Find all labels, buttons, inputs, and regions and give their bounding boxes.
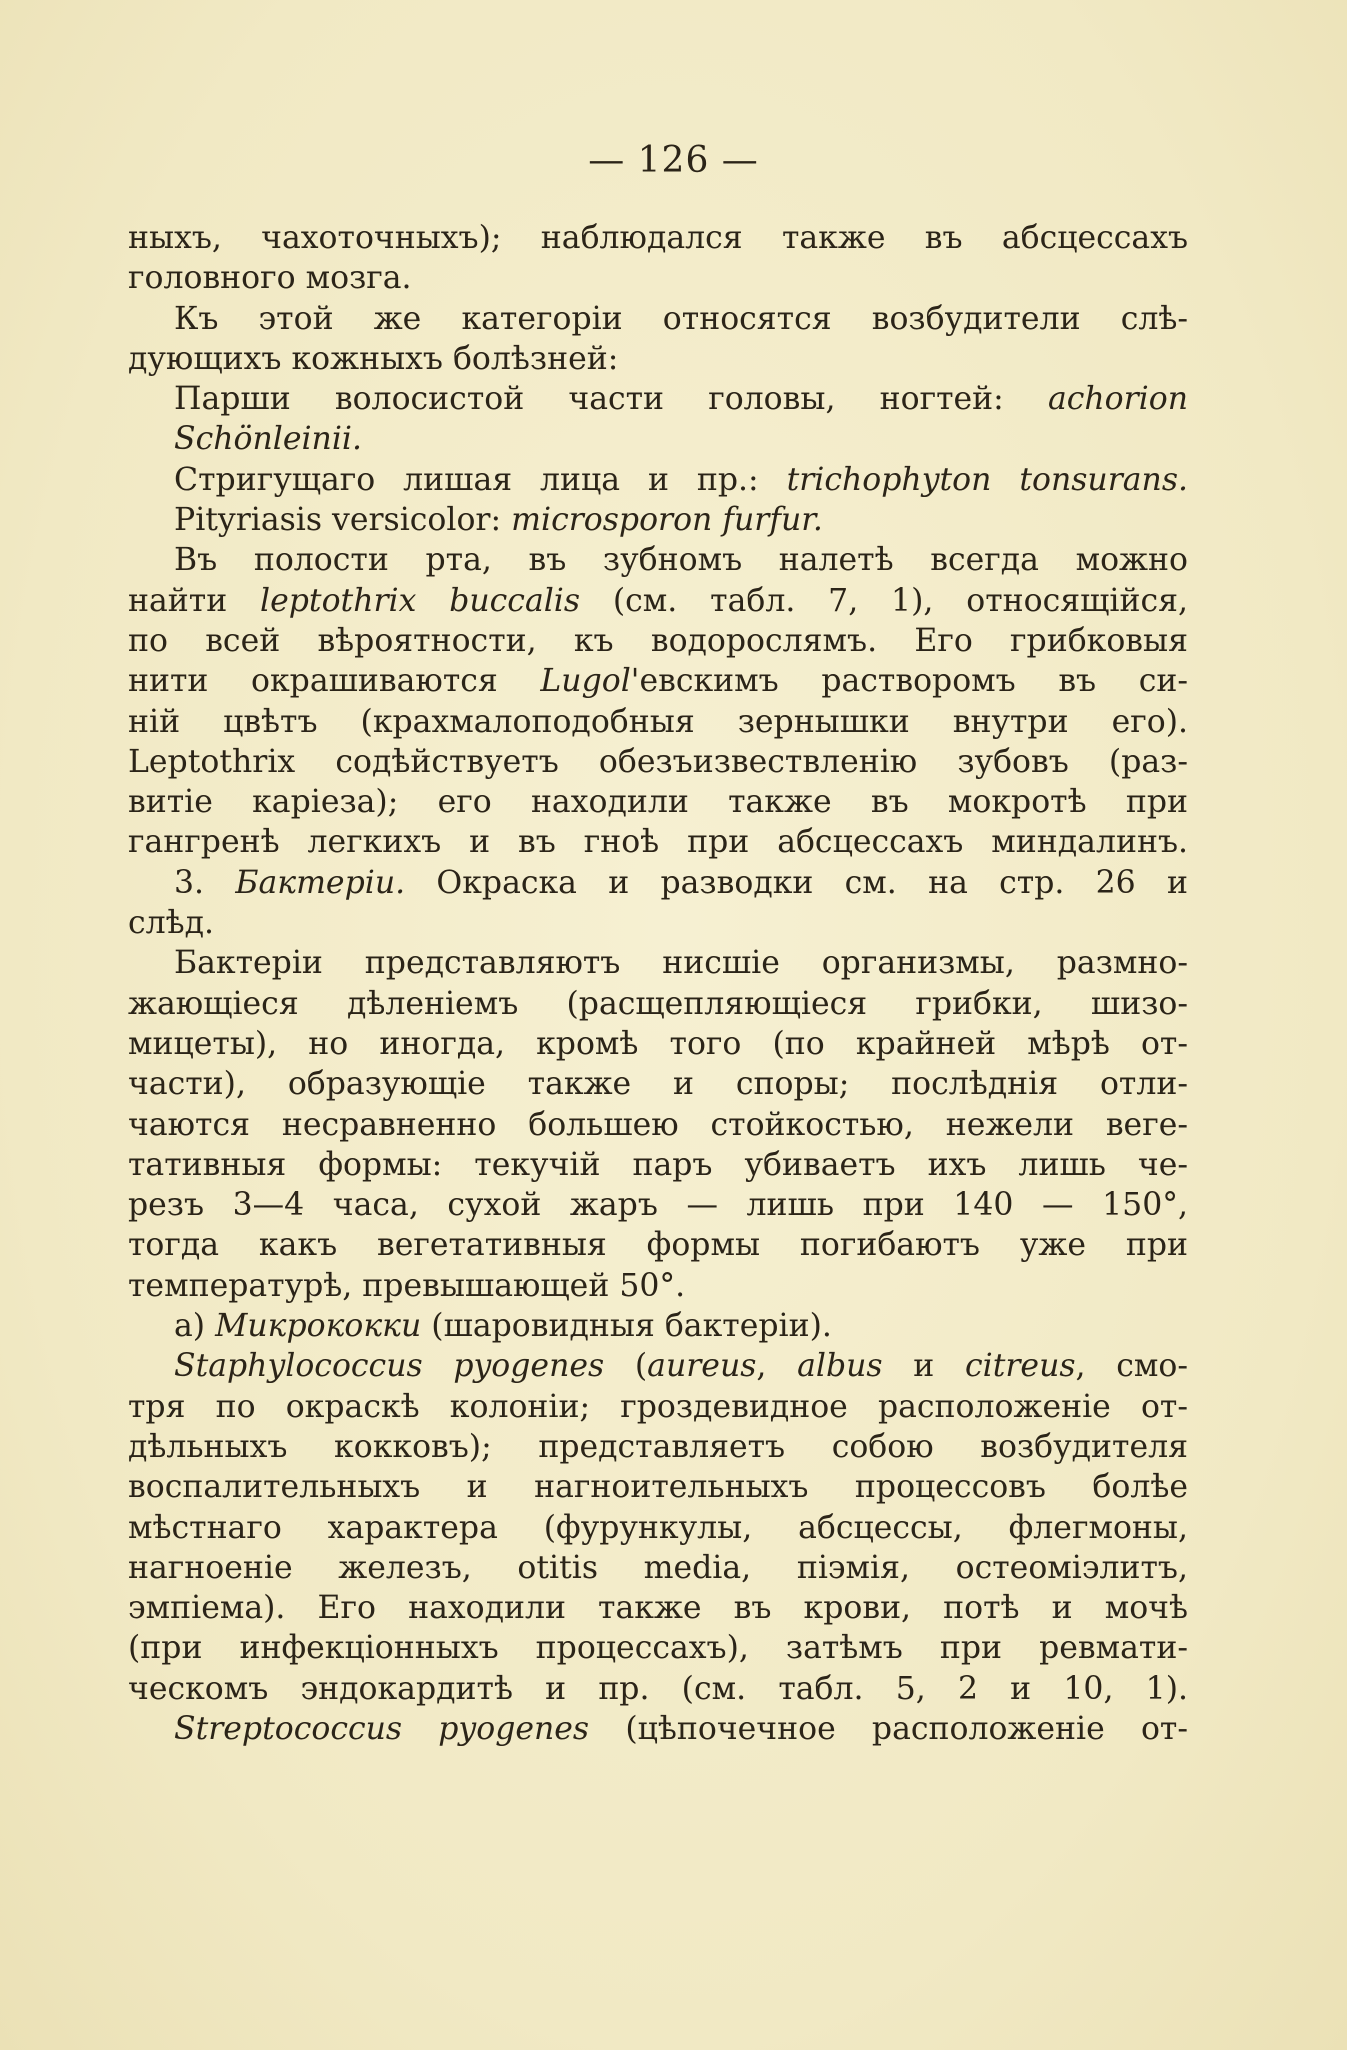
text-line: головного мозга. xyxy=(128,260,412,297)
text-line: резъ 3—4 часа, сухой жаръ — лишь при 140 — 150°, xyxy=(128,1187,1188,1224)
text-line: Въ полости рта, въ зубномъ налетѣ всегда можно xyxy=(174,542,1188,579)
text-line: Pityriasis versicolor: microsporon furfur. xyxy=(174,502,823,539)
text-line: дѣльныхъ кокковъ); представляетъ собою возбудителя xyxy=(128,1428,1188,1465)
text-line: Staphylococcus pyogenes (aureus, albus и citreus, смо- xyxy=(174,1348,1188,1385)
text-line: тативныя формы: текучій паръ убиваетъ ихъ лишь че- xyxy=(128,1146,1188,1183)
text-line: Бактеріи представляютъ нисшіе организмы, размно- xyxy=(174,945,1188,982)
text-line: жающіеся дѣленіемъ (расщепляющіеся грибки, шизо- xyxy=(128,985,1188,1022)
text-line: по всей вѣроятности, къ водорослямъ. Его грибковыя xyxy=(128,622,1188,659)
text-line: мѣстнаго характера (фурункулы, абсцессы, флегмоны, xyxy=(128,1509,1188,1546)
text-line: нагноеніе железъ, otitis media, піэмія, остеоміэлитъ, xyxy=(128,1549,1188,1586)
text-line: Къ этой же категоріи относятся возбудители слѣ- xyxy=(174,300,1188,337)
text-line: а) Микрококки (шаровидныя бактеріи). xyxy=(174,1308,832,1345)
text-line: витіе каріеза); его находили также въ мокротѣ при xyxy=(128,784,1188,821)
text-line: ній цвѣтъ (крахмалоподобныя зернышки внутри его). xyxy=(128,703,1188,740)
text-line: тогда какъ вегетативныя формы погибаютъ уже при xyxy=(128,1227,1188,1264)
text-line: температурѣ, превышающей 50°. xyxy=(128,1267,686,1304)
text-line: Streptococcus pyogenes (цѣпочечное расположеніе от- xyxy=(174,1710,1189,1747)
page-number: — 126 — xyxy=(588,140,759,181)
text-line: тря по окраскѣ колоніи; гроздевидное расположеніе от- xyxy=(128,1388,1188,1425)
text-line: нити окрашиваются Lugol'евскимъ растворомъ въ си- xyxy=(128,663,1188,700)
text-line: 3. Бактеріи. Окраска и разводки см. на стр. 26 и xyxy=(174,864,1188,901)
text-line: найти leptothrix buccalis (см. табл. 7, 1), относящійся, xyxy=(128,582,1188,619)
text-line: Парши волосистой части головы, ногтей: achorion xyxy=(174,381,1188,418)
text-line: воспалительныхъ и нагноительныхъ процессовъ болѣе xyxy=(128,1469,1188,1506)
text-line: слѣд. xyxy=(128,905,215,942)
text-line: дующихъ кожныхъ болѣзней: xyxy=(128,340,619,377)
text-line: ческомъ эндокардитѣ и пр. (см. табл. 5, 2 и 10, 1). xyxy=(128,1670,1188,1707)
text-line: Leptothrix содѣйствуетъ обезъизвествленію зубовъ (раз- xyxy=(128,743,1188,780)
text-line: мицеты), но иногда, кромѣ того (по крайней мѣрѣ от- xyxy=(128,1025,1188,1062)
text-line: ныхъ, чахоточныхъ); наблюдался также въ абсцессахъ xyxy=(128,220,1188,256)
text-line: Schönleinii. xyxy=(174,421,363,458)
text-line: (при инфекціонныхъ процессахъ), затѣмъ при ревмати- xyxy=(128,1630,1188,1667)
text-line: гангренѣ легкихъ и въ гноѣ при абсцессахъ миндалинъ. xyxy=(128,824,1188,861)
text-line: части), образующіе также и споры; послѣднія отли- xyxy=(128,1066,1188,1103)
text-line: Стригущаго лишая лица и пр.: trichophyton tonsurans. xyxy=(174,461,1188,498)
page-text xyxy=(128,218,1188,1749)
text-line: эмпіема). Его находили также въ крови, потѣ и мочѣ xyxy=(128,1590,1188,1627)
text-line: чаются несравненно большею стойкостью, нежели веге- xyxy=(128,1106,1188,1143)
